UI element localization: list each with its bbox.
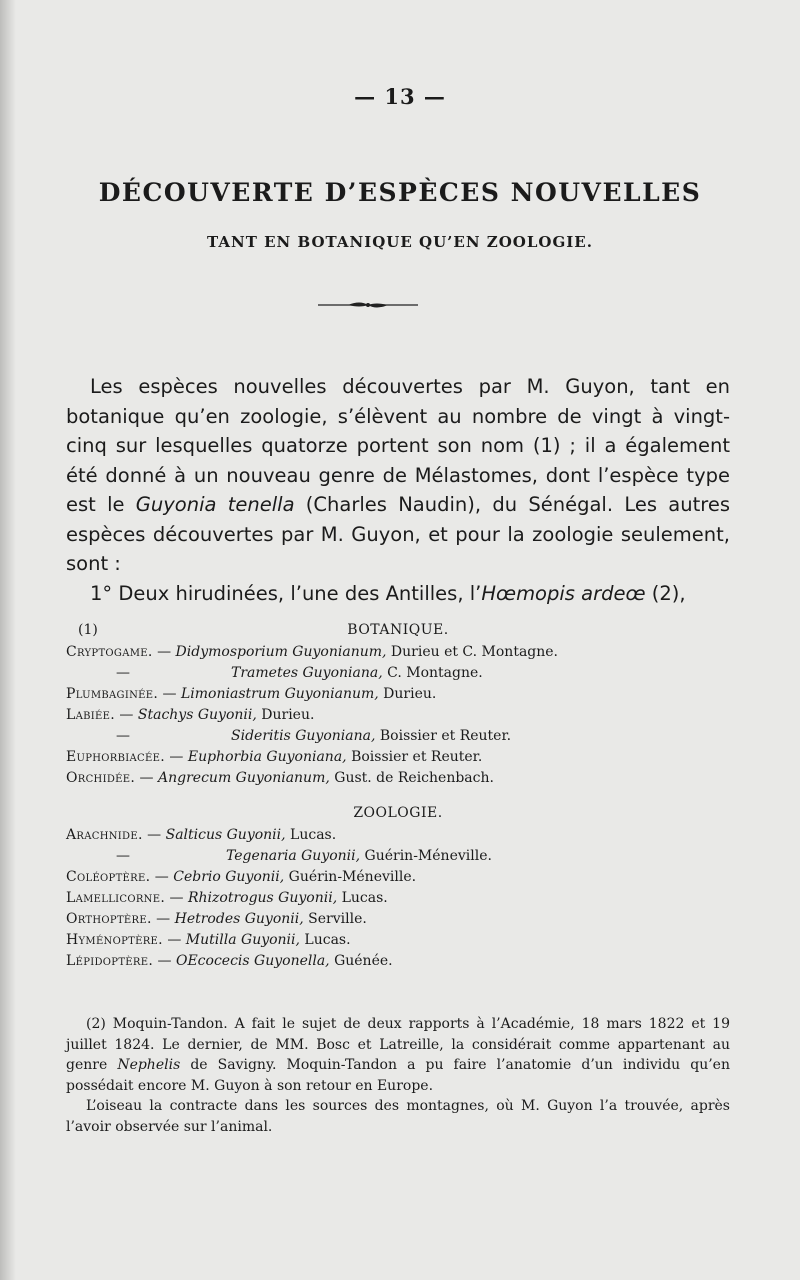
species-author: Guérin-Méneville. (360, 848, 492, 864)
species-name: Limoniastrum Guyonianum, (181, 686, 379, 702)
family-name: Cryptogame. (66, 644, 153, 660)
family-name: — (116, 728, 130, 744)
zoologie-list (66, 825, 730, 972)
footnote-paragraph: L’oiseau la contracte dans les sources des montagnes, où M. Guyon l’a trouvée, après l’avoir observée sur l’animal. (66, 1098, 730, 1135)
species-author: Serville. (303, 911, 367, 927)
species-entry: Lépidoptère. — OEcocecis Guyonella, Guénée. (66, 953, 393, 969)
family-name: Hyménoptère. (66, 932, 163, 948)
species-entry: Orthoptère. — Hetrodes Guyonii, Serville. (66, 911, 367, 927)
species-author: Boissier et Reuter. (346, 749, 483, 765)
footnote-number: (1) (78, 622, 98, 638)
species-entry: Labiée. — Stachys Guyonii, Durieu. (66, 707, 315, 723)
chapter-title: DÉCOUVERTE D’ESPÈCES NOUVELLES (98, 178, 702, 207)
page-number: — 13 — (354, 84, 446, 109)
species-name: Sideritis Guyoniana, (231, 728, 376, 744)
paragraph: 1° Deux hirudinées, l’une des Antilles, l’Hœmopis ardeœ (2), (90, 581, 686, 605)
species-name: Angrecum Guyonianum, (158, 770, 330, 786)
family-name: Arachnide. (66, 827, 143, 843)
section-heading-zoologie: ZOOLOGIE. (353, 805, 443, 821)
species-name: Rhizotrogus Guyonii, (187, 890, 338, 906)
species-name: Cebrio Guyonii, (173, 869, 285, 885)
species-name: Mutilla Guyonii, (185, 932, 300, 948)
species-entry: Coléoptère. — Cebrio Guyonii, Guérin-Méneville. (66, 869, 417, 885)
species-name: Stachys Guyonii, (137, 707, 257, 723)
species-author: Durieu. (256, 707, 315, 723)
botanique-list (66, 642, 730, 789)
family-name: Plumbaginée. (66, 686, 159, 702)
section-heading-botanique: BOTANIQUE. (347, 622, 449, 638)
species-author: Lucas. (299, 932, 351, 948)
species-author: Guérin-Méneville. (284, 869, 417, 885)
footnote-1 (66, 620, 730, 972)
paragraph: Les espèces nouvelles découvertes par M. Guyon, tant en botanique qu’en zoologie, s’élèvent au nombre de vingt à vingt-cinq sur lesquelles quatorze portent son nom (1) ; il a également été donné à un nouveau genre de Mélastomes, dont l’espèce type est le Guyonia tenella (Charles Naudin), du Sénégal. Les autres espèces découvertes par M. Guyon, et pour la zoologie seulement, sont : (66, 375, 730, 575)
species-name: Euphorbia Guyoniana, (187, 749, 347, 765)
species-name: OEcocecis Guyonella, (175, 953, 330, 969)
family-name: Labiée. (66, 707, 115, 723)
main-text (66, 372, 730, 608)
species-author: Durieu et C. Montagne. (386, 644, 559, 660)
species-entry: Orchidée. — Angrecum Guyonianum, Gust. de Reichenbach. (66, 770, 494, 786)
species-entry: Cryptogame. — Didymosporium Guyonianum, Durieu et C. Montagne. (66, 644, 559, 660)
species-author: Boissier et Reuter. (375, 728, 512, 744)
family-name: Lépidoptère. (66, 953, 154, 969)
family-name: Lamellicorne. (66, 890, 166, 906)
species-author: Lucas. (337, 890, 388, 906)
species-author: Guénée. (329, 953, 393, 969)
species-name: Hetrodes Guyonii, (174, 911, 304, 927)
species-name: Salticus Guyonii, (165, 827, 286, 843)
species-entry: Euphorbiacée. — Euphorbia Guyoniana, Boissier et Reuter. (66, 749, 483, 765)
footnote-paragraph: (2) Moquin-Tandon. A fait le sujet de deux rapports à l’Académie, 18 mars 1822 et 19 juillet 1824. Le dernier, de MM. Bosc et Latreille, la considérait comme appartenant au genre Nephelis de Savigny. Moquin-Tandon a pu faire l’anatomie d’un individu qu’en possédait encore M. Guyon à son retour en Europe. (66, 1016, 730, 1094)
species-author: Gust. de Reichenbach. (329, 770, 494, 786)
species-entry (66, 846, 730, 867)
species-entry (66, 726, 730, 747)
species-entry: Lamellicorne. — Rhizotrogus Guyonii, Lucas. (66, 890, 388, 906)
family-name: Orchidée. (66, 770, 136, 786)
species-name: Trametes Guyoniana, (231, 665, 383, 681)
species-entry (66, 663, 730, 684)
family-name: Coléoptère. (66, 869, 151, 885)
family-name: Orthoptère. (66, 911, 152, 927)
family-name: Euphorbiacée. (66, 749, 165, 765)
species-name: Didymosporium Guyonianum, (175, 644, 387, 660)
species-author: Lucas. (285, 827, 337, 843)
species-entry: Hyménoptère. — Mutilla Guyonii, Lucas. (66, 932, 351, 948)
footnote-heading (66, 620, 730, 642)
family-name: — (116, 848, 130, 864)
footnote-heading (66, 803, 730, 825)
species-author: Durieu. (378, 686, 437, 702)
species-entry: Arachnide. — Salticus Guyonii, Lucas. (66, 827, 337, 843)
species-author: C. Montagne. (382, 665, 483, 681)
footnote-2 (66, 1014, 730, 1137)
species-entry: Plumbaginée. — Limoniastrum Guyonianum, Durieu. (66, 686, 437, 702)
family-name: — (116, 665, 130, 681)
species-name: Tegenaria Guyonii, (226, 848, 361, 864)
chapter-subtitle: TANT EN BOTANIQUE QU’EN ZOOLOGIE. (207, 233, 593, 251)
ornament-divider (318, 298, 418, 312)
